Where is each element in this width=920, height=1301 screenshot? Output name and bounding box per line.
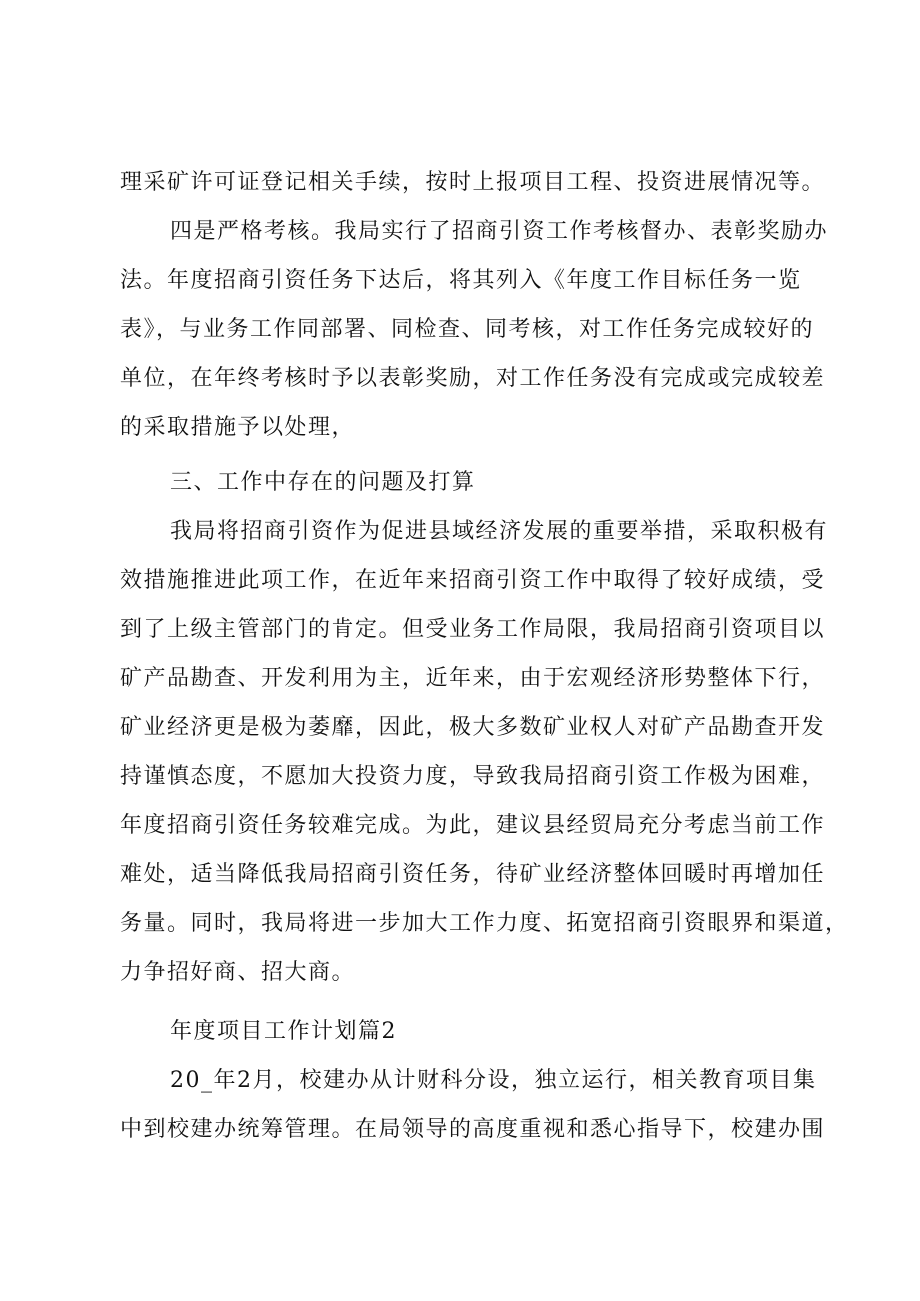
spacer — [120, 997, 820, 1007]
text-line: 年度招商引资任务较难完成。为此，建议县经贸局充分考虑当前工作 — [120, 813, 826, 838]
text-line: 四是严格考核。我局实行了招商引资工作考核督办、表彰奖励办 — [170, 219, 829, 244]
text-line: 到了上级主管部门的肯定。但受业务工作局限，我局招商引资项目以 — [120, 617, 826, 642]
text-line: 表》，与业务工作同部署、同检查、同考核，对工作任务完成较好的 — [120, 317, 815, 342]
heading-problems — [120, 458, 820, 507]
text-line: 单位，在年终考核时予以表彰奖励，对工作任务没有完成或完成较差 — [120, 366, 826, 391]
paragraph-problems — [120, 507, 849, 997]
text-line: 20_年2月，校建办从计财科分设，独立运行，相关教育项目集 — [170, 1068, 817, 1093]
text-line: 矿业经济更是极为萎靡，因此，极大多数矿业权人对矿产品勘查开发 — [120, 715, 826, 740]
text-line: 矿产品勘查、开发利用为主，近年来，由于宏观经济形势整体下行， — [120, 666, 826, 691]
text-line: 难处，适当降低我局招商引资任务，待矿业经济整体回暖时再增加任 — [120, 862, 826, 887]
section-title: 年度项目工作计划篇2 — [170, 1019, 397, 1044]
document-body — [120, 158, 849, 1154]
text-line: 持谨慎态度，不愿加大投资力度，导致我局招商引资工作极为困难， — [120, 764, 826, 789]
text-line: 效措施推进此项工作，在近年来招商引资工作中取得了较好成绩，受 — [120, 568, 826, 593]
paragraph-school — [120, 1056, 826, 1154]
text-line: 务量。同时，我局将进一步加大工作力度、拓宽招商引资眼界和渠道， — [120, 911, 849, 936]
text-line: 中到校建办统筹管理。在局领导的高度重视和悉心指导下，校建办围 — [120, 1117, 826, 1142]
text-line: 力争招好商、招大商。 — [120, 960, 356, 985]
text-line: 我局将招商引资作为促进县域经济发展的重要举措，采取积极有 — [170, 519, 829, 544]
text-line: 理采矿许可证登记相关手续，按时上报项目工程、投资进展情况等。 — [120, 170, 826, 195]
text-line: 法。年度招商引资任务下达后，将其列入《年度工作目标任务一览 — [120, 268, 802, 293]
paragraph-assessment — [120, 207, 829, 452]
text-line: 的采取措施予以处理， — [120, 415, 356, 440]
section-heading: 三、工作中存在的问题及打算 — [170, 470, 476, 495]
section-title-block — [120, 1007, 820, 1056]
paragraph-continuation — [120, 158, 826, 207]
